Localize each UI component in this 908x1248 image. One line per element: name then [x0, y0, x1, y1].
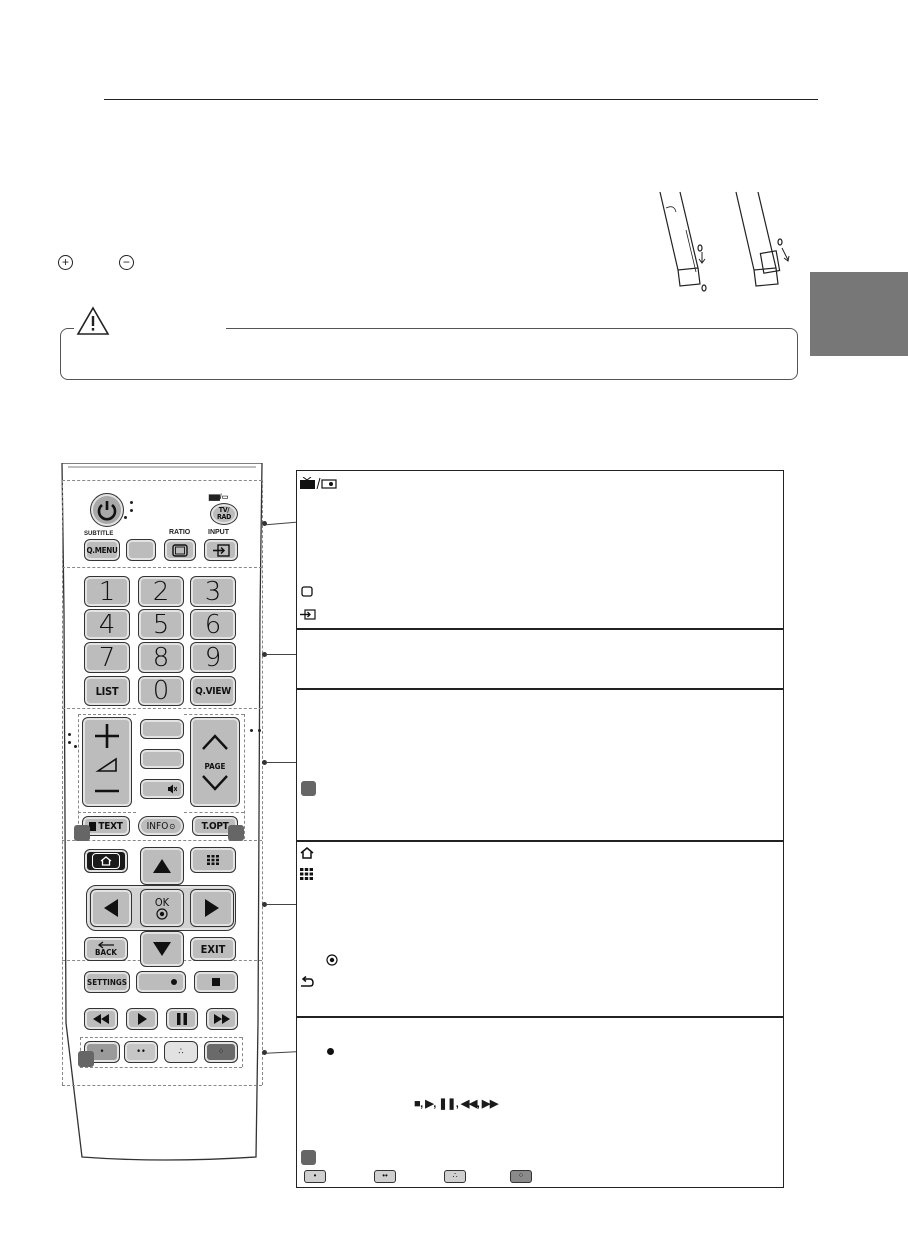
rewind-icon — [93, 1014, 109, 1024]
text-button-label: TEXT — [98, 820, 123, 832]
caution-box — [60, 328, 798, 380]
exit-button[interactable]: EXIT — [190, 937, 236, 961]
tv-rad-button[interactable]: TV/ RAD — [210, 503, 238, 525]
tv-rad-label: ▆▆/▭ — [209, 494, 229, 501]
blue-key-button[interactable] — [204, 1041, 238, 1063]
down-button[interactable] — [140, 931, 184, 967]
ok-target-icon — [326, 954, 338, 966]
panel-divider — [296, 1016, 784, 1018]
play-icon — [137, 1013, 147, 1025]
green-key-button[interactable] — [124, 1041, 158, 1063]
digit-6-button[interactable]: 6 — [190, 609, 236, 640]
page-label: PAGE — [204, 761, 226, 771]
left-button[interactable] — [90, 889, 132, 927]
page-rocker[interactable] — [190, 717, 240, 807]
input-icon — [300, 609, 316, 620]
battery-cover-illustration — [652, 190, 802, 300]
mute-icon — [167, 784, 177, 794]
leader-line — [266, 654, 296, 655]
input-label: INPUT — [208, 529, 229, 536]
digit-9-button[interactable]: 9 — [190, 642, 236, 673]
back-label: BACK — [95, 948, 117, 957]
three-dot-icon: ∴ — [178, 1047, 184, 1057]
record-button[interactable] — [136, 971, 186, 993]
back-button[interactable] — [84, 937, 128, 961]
topt-button[interactable]: T.OPT — [192, 816, 238, 836]
remote-control — [60, 463, 264, 1163]
ratio-icon — [172, 544, 188, 557]
middle-button-1[interactable] — [140, 719, 184, 739]
ratio-label: RATIO — [169, 529, 191, 536]
chevron-up-icon — [200, 732, 230, 752]
record-dot-icon — [327, 1048, 334, 1055]
rewind-button[interactable] — [84, 1008, 118, 1030]
stop-button[interactable] — [194, 971, 238, 993]
digit-4-button[interactable]: 4 — [84, 609, 130, 640]
blank-button[interactable] — [126, 539, 156, 561]
leader-line — [266, 1051, 296, 1054]
digit-3-button[interactable]: 3 — [190, 576, 236, 607]
right-button[interactable] — [190, 889, 234, 927]
digit-0-button[interactable]: 0 — [138, 676, 184, 706]
fast-forward-icon — [214, 1014, 230, 1024]
arrow-up-icon — [152, 858, 172, 874]
home-button-frame — [92, 853, 120, 869]
text-icon — [89, 822, 96, 831]
yellow-key-icon: ∴ — [444, 1170, 466, 1183]
digit-1-button[interactable]: 1 — [84, 576, 130, 607]
warning-triangle-icon — [76, 306, 110, 336]
record-dot-icon — [171, 979, 177, 985]
arrow-down-icon — [152, 941, 172, 957]
volume-rocker[interactable] — [82, 717, 132, 807]
pause-icon — [177, 1013, 187, 1025]
home-button[interactable] — [84, 849, 128, 873]
qmenu-button[interactable]: Q.MENU — [84, 539, 120, 561]
panel-divider — [296, 628, 784, 630]
battery-polarity — [58, 253, 134, 270]
info-button-label: INFO — [146, 820, 169, 832]
red-key-icon: • — [304, 1170, 326, 1183]
qview-button[interactable]: Q.VIEW — [190, 676, 236, 706]
tv-radio-icon — [300, 477, 338, 489]
two-dot-icon: •• — [136, 1047, 146, 1057]
header-rule — [104, 99, 818, 100]
plus-polarity-icon: + — [58, 255, 73, 270]
mute-button[interactable] — [140, 779, 184, 799]
leader-line — [266, 522, 296, 526]
ok-button[interactable] — [140, 889, 184, 927]
digit-8-button[interactable]: 8 — [138, 642, 184, 673]
ok-target-icon — [156, 908, 168, 920]
panel-divider — [296, 840, 784, 842]
marker-square — [228, 825, 244, 841]
digit-2-button[interactable]: 2 — [138, 576, 184, 607]
yellow-key-button[interactable] — [164, 1041, 198, 1063]
pause-button[interactable] — [166, 1008, 198, 1030]
info-button[interactable] — [138, 816, 184, 836]
marker-square — [301, 781, 316, 796]
apps-button[interactable] — [190, 847, 236, 873]
marker-square — [78, 1051, 94, 1067]
grid-icon — [207, 855, 219, 865]
blue-key-icon: ⁘ — [510, 1170, 532, 1183]
ratio-button[interactable] — [164, 539, 196, 561]
minus-polarity-icon: − — [119, 255, 134, 270]
info-icon: ⊙ — [169, 821, 176, 831]
digit-5-button[interactable]: 5 — [138, 609, 184, 640]
power-icon — [96, 499, 118, 521]
volume-icons — [90, 723, 124, 801]
ok-label: OK — [154, 895, 170, 909]
subtitle-label: SUBTITLE — [84, 531, 114, 537]
input-icon — [212, 544, 230, 557]
leader-line — [266, 904, 296, 905]
fast-forward-button[interactable] — [206, 1008, 238, 1030]
ratio-icon — [301, 586, 313, 597]
media-key-list: ■, ▶, ❚❚, ◀◀, ▶▶ — [414, 1098, 498, 1110]
digit-7-button[interactable]: 7 — [84, 642, 130, 673]
button-description-panel — [296, 470, 784, 1188]
up-button[interactable] — [140, 847, 184, 885]
marker-square — [301, 1150, 316, 1165]
green-key-icon: •• — [374, 1170, 396, 1183]
middle-button-2[interactable] — [140, 749, 184, 769]
stop-icon — [212, 978, 220, 986]
one-dot-icon: • — [99, 1047, 105, 1057]
leader-line — [266, 762, 296, 763]
marker-square — [74, 825, 90, 841]
four-dot-icon: ⁘ — [217, 1047, 225, 1057]
arrow-right-icon — [204, 898, 220, 918]
back-arrow-icon — [300, 976, 314, 988]
power-button[interactable] — [90, 493, 124, 527]
list-button[interactable]: LIST — [84, 676, 130, 706]
chevron-down-icon — [200, 773, 230, 793]
arrow-left-icon — [103, 898, 119, 918]
grid-icon — [300, 868, 313, 880]
home-icon — [100, 856, 112, 866]
home-icon — [300, 847, 314, 859]
play-button[interactable] — [126, 1008, 158, 1030]
section-tab — [810, 272, 908, 356]
settings-button[interactable]: SETTINGS — [84, 971, 130, 993]
panel-divider — [296, 688, 784, 690]
input-button[interactable] — [204, 539, 238, 561]
